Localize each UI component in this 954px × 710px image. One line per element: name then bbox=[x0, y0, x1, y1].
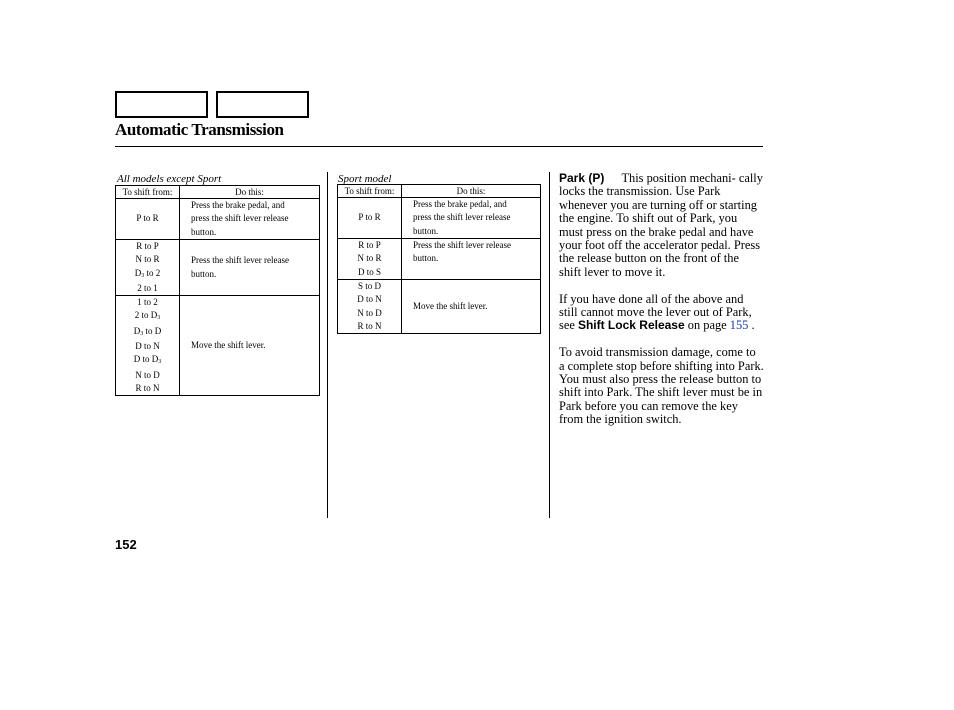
shift-lock-release-link[interactable]: Shift Lock Release bbox=[577, 318, 685, 333]
shift-from: 2 to $D_3$ bbox=[134, 310, 161, 322]
col-header-from: To shift from: bbox=[338, 185, 402, 198]
shift-action: press the shift lever release bbox=[413, 212, 511, 223]
shift-from: D to $D_3$ bbox=[133, 354, 162, 366]
shift-from: R to N bbox=[135, 382, 160, 393]
column-divider-1 bbox=[327, 172, 328, 518]
table-row bbox=[338, 280, 541, 334]
table-row bbox=[116, 199, 320, 240]
header-tab-box-1 bbox=[115, 91, 208, 118]
shift-from: $D_3$ to 2 bbox=[134, 267, 161, 279]
shift-table-all-models bbox=[115, 185, 320, 396]
shift-from: 1 to 2 bbox=[137, 297, 158, 308]
shift-lock-paragraph: If you have done all of the above and still cannot move the lever out of Park, see Shift Lock Release on page 155 . bbox=[559, 291, 755, 333]
shift-from: R to P bbox=[136, 241, 159, 251]
shift-table-sport bbox=[337, 184, 541, 334]
shift-from: N to D bbox=[135, 369, 160, 380]
col-header-from: To shift from: bbox=[116, 186, 180, 199]
shift-from: D to S bbox=[357, 266, 381, 277]
shift-from: P to R bbox=[358, 212, 381, 223]
shift-from: N to D bbox=[357, 307, 382, 318]
shift-action: Press the brake pedal, and bbox=[413, 199, 507, 210]
left-table-caption: All models except Sport bbox=[117, 173, 222, 185]
shift-action: Move the shift lever. bbox=[191, 340, 266, 351]
shift-from: 2 to 1 bbox=[137, 282, 158, 293]
shift-action: button. bbox=[191, 226, 217, 237]
park-paragraph bbox=[559, 172, 764, 279]
table-row bbox=[338, 198, 541, 239]
shift-from: R to N bbox=[357, 320, 382, 331]
shift-action: button. bbox=[191, 268, 217, 279]
shift-from: P to R bbox=[136, 213, 159, 224]
shift-action: button. bbox=[413, 253, 439, 264]
shift-action: Press the brake pedal, and bbox=[191, 200, 285, 211]
shift-action: button. bbox=[413, 225, 439, 236]
shift-from: N to R bbox=[357, 253, 382, 264]
shift-action: Press the shift lever release bbox=[413, 240, 511, 250]
shift-action: Press the shift lever release bbox=[191, 255, 289, 266]
table-row bbox=[116, 296, 320, 396]
shift-action: press the shift lever release bbox=[191, 213, 289, 224]
page-link[interactable]: 155 bbox=[729, 318, 749, 333]
col-header-do: Do this: bbox=[180, 186, 320, 199]
shift-from: D to N bbox=[135, 341, 160, 352]
right-table-caption: Sport model bbox=[338, 173, 392, 185]
damage-paragraph: To avoid transmission damage, come to a complete stop before shifting into Park. You must also press the release button to shift into Park. The shift lever must be in Park before you can remove the key from the ignition switch. bbox=[559, 345, 764, 427]
title-rule bbox=[115, 146, 763, 147]
shift-from: S to D bbox=[357, 281, 381, 291]
table-row bbox=[338, 239, 541, 280]
header-tab-box-2 bbox=[216, 91, 309, 118]
park-text-column bbox=[559, 172, 764, 440]
column-divider-2 bbox=[549, 172, 550, 518]
park-para1-rest: cally locks the transmission. Use Park whenever you are turning off or starting the engine. To shift out of Park, you must press on the brake pedal and have your foot off the accelerator pedal. Press the release button on the front of the shift lever to move it. bbox=[559, 171, 763, 279]
shift-from: D to N bbox=[357, 294, 382, 305]
page-title: Automatic Transmission bbox=[115, 120, 284, 139]
shift-from: $D_3$ to D bbox=[133, 325, 162, 337]
shift-from: N to R bbox=[135, 254, 160, 265]
page-number: 152 bbox=[115, 537, 137, 552]
col-header-do: Do this: bbox=[402, 185, 541, 198]
park-heading: Park (P) bbox=[559, 171, 605, 185]
shift-from: R to P bbox=[358, 240, 381, 251]
park-para1-first: This position mechani- bbox=[621, 171, 736, 185]
shift-action: Move the shift lever. bbox=[413, 300, 488, 311]
table-row bbox=[116, 240, 320, 296]
